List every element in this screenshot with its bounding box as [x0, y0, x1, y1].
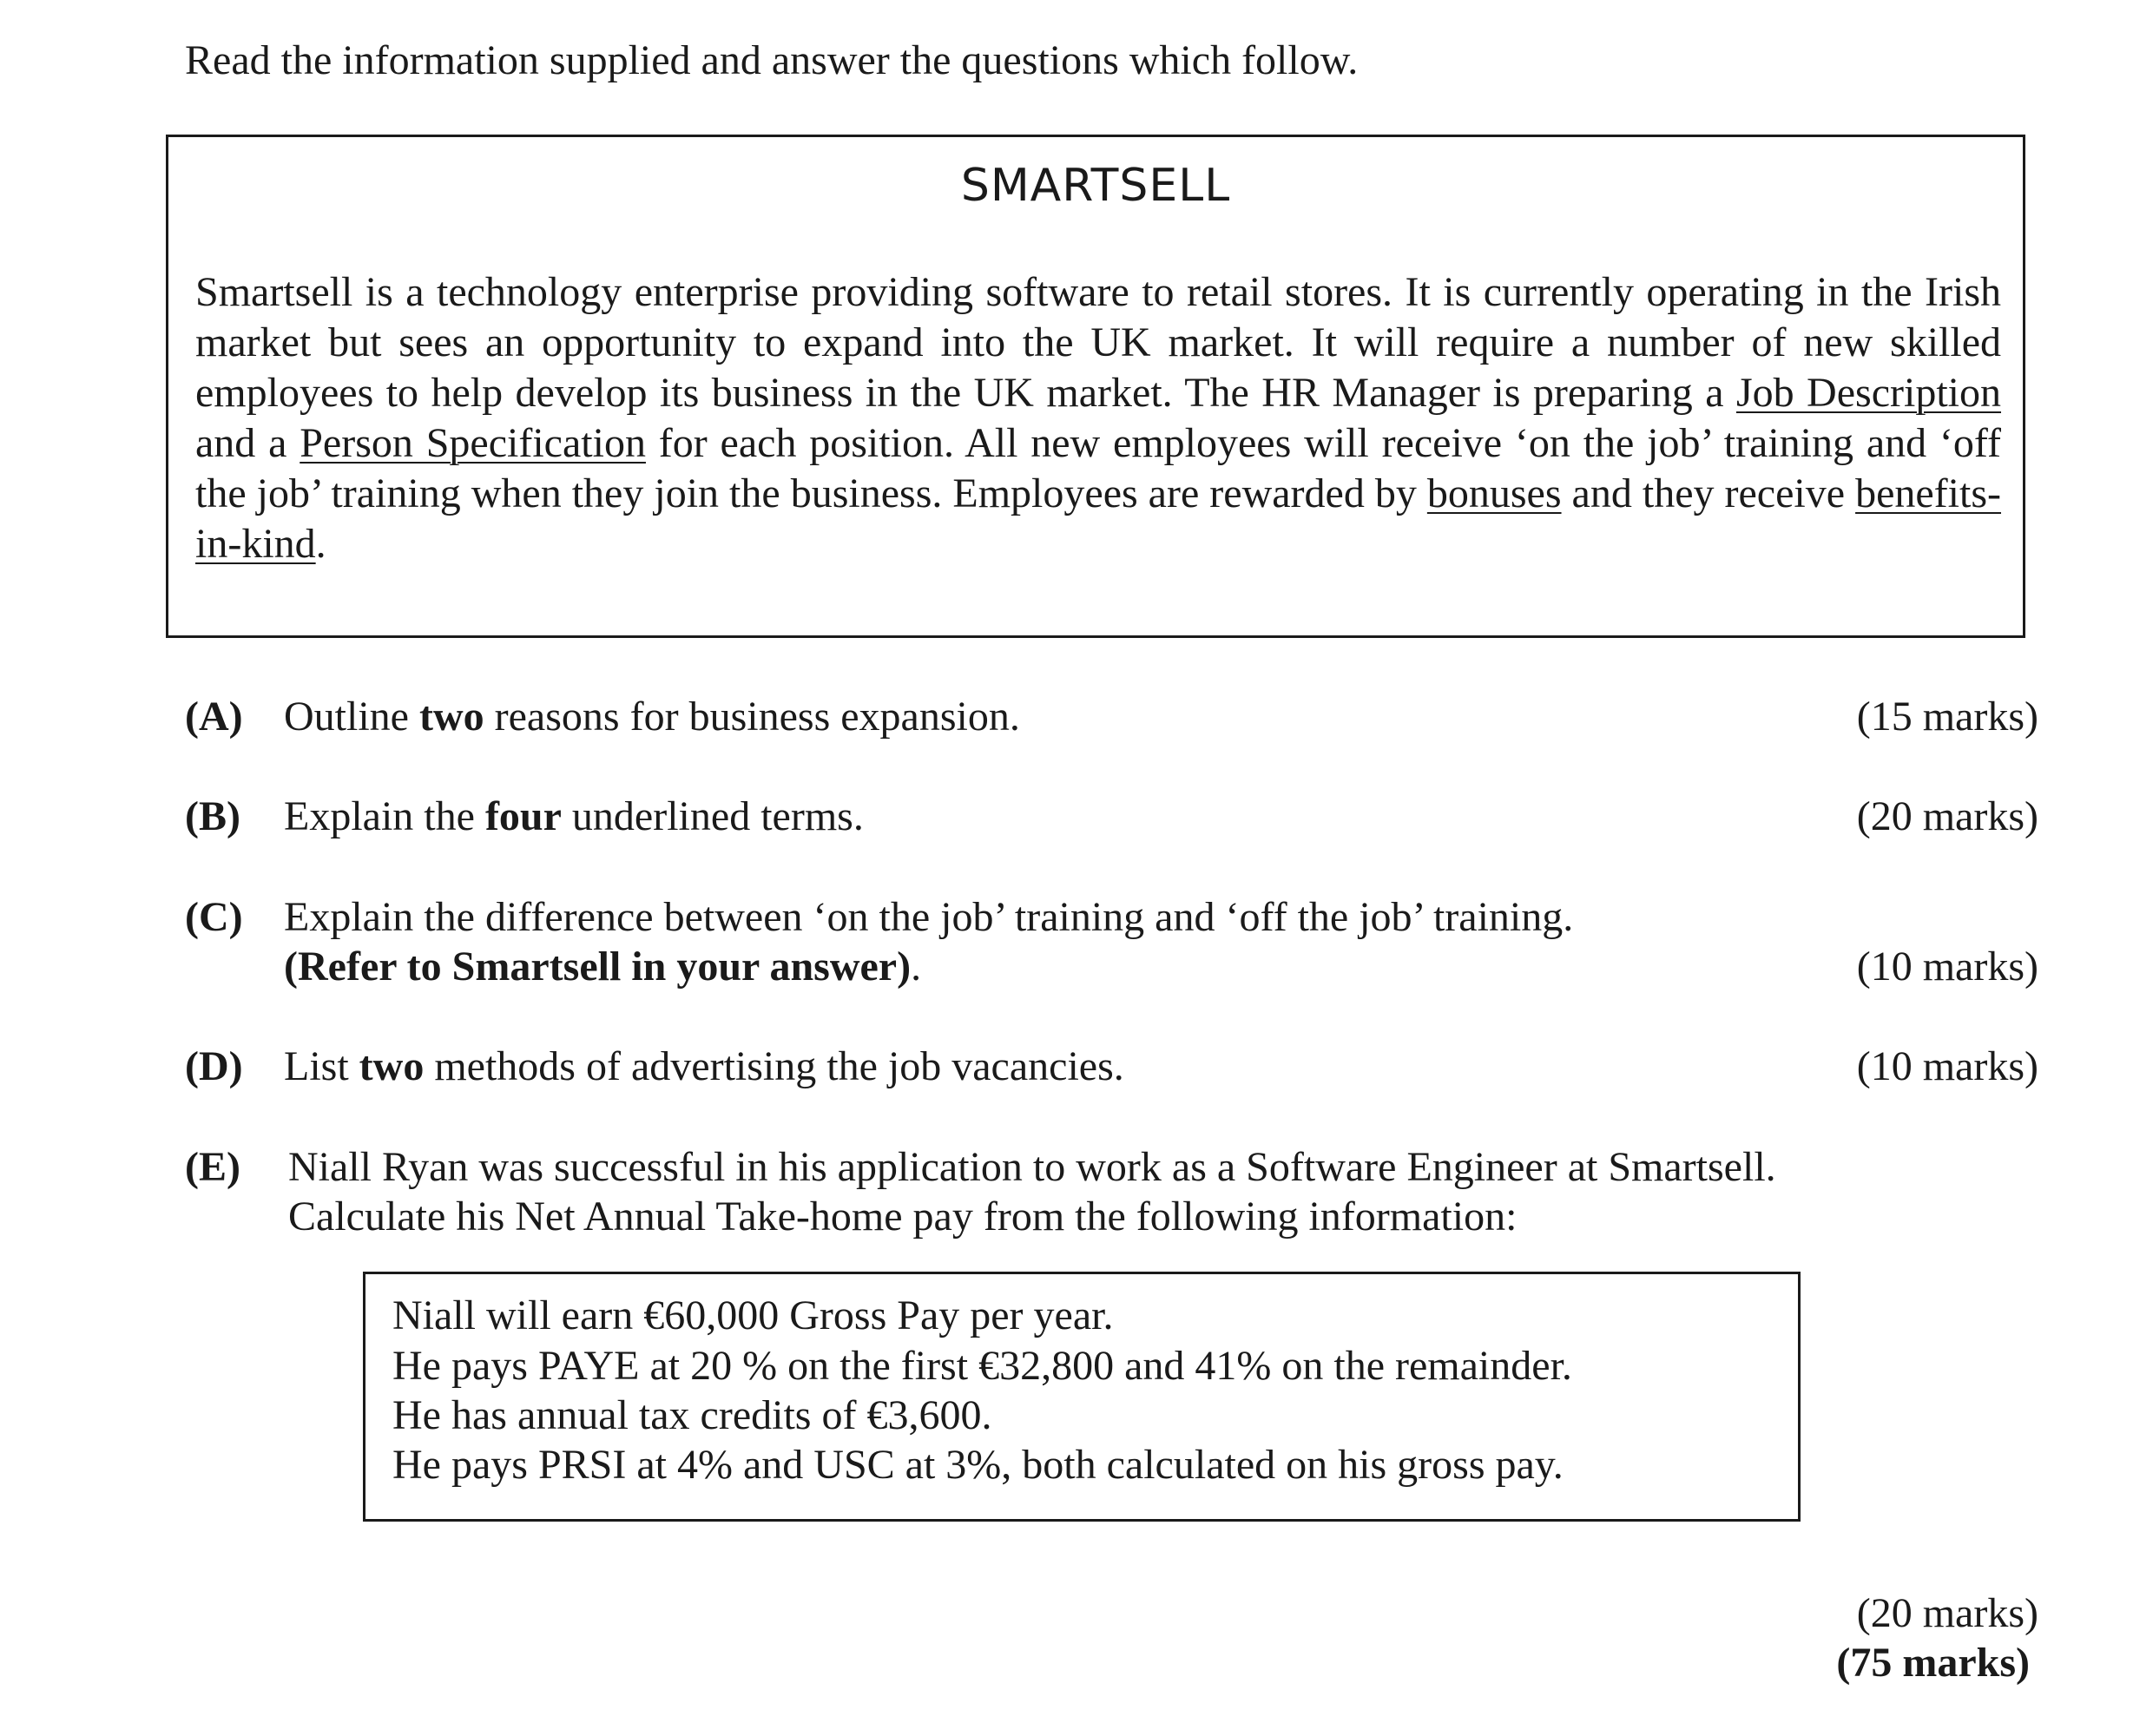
question-c-line2 — [284, 946, 921, 988]
case-study-box — [166, 135, 2025, 638]
case-text-part: . — [315, 521, 326, 567]
term-benefits-in-kind: benefits-in-kind — [195, 470, 2001, 567]
question-d-post: methods of advertising the job vacancies. — [424, 1043, 1124, 1089]
pay-info-line: He pays PAYE at 20 % on the first €32,800 and 41% on the remainder. — [392, 1343, 1572, 1389]
pay-info-line: Niall will earn €60,000 Gross Pay per year. — [392, 1292, 1114, 1338]
question-e-marks: (20 marks) — [1856, 1590, 2038, 1636]
question-d-bold: two — [359, 1043, 425, 1089]
question-a-text — [284, 696, 1020, 738]
question-d-letter: (D) — [185, 1043, 243, 1089]
question-b-bold: four — [484, 793, 562, 839]
question-d-text — [284, 1043, 1124, 1089]
question-a-letter: (A) — [185, 694, 243, 740]
case-text-part: and a — [195, 420, 300, 466]
question-a-marks: (15 marks) — [1856, 694, 2038, 740]
question-e-line1: Niall Ryan was successful in his application to work as a Software Engineer at Smartsell. — [288, 1144, 1776, 1190]
question-e-line2: Calculate his Net Annual Take-home pay from the following information: — [288, 1194, 1518, 1240]
question-c-letter: (C) — [185, 894, 243, 940]
question-c-line2-end: . — [911, 944, 922, 990]
case-study-title: SMARTSELL — [960, 160, 1231, 212]
term-person-specification: Person Specification — [300, 420, 646, 466]
question-b-pre: Explain the — [284, 793, 485, 839]
term-bonuses: bonuses — [1426, 470, 1562, 516]
pay-info-box — [363, 1272, 1801, 1522]
instructions: Read the information supplied and answer the questions which follow. — [185, 37, 1359, 83]
case-text-part: for each position. All new employees will receive ‘on the job’ training and ‘off the job’ training when they join the business. Employees are rewarded by — [195, 420, 2002, 516]
question-e-letter: (E) — [185, 1144, 240, 1190]
pay-info-line: He has annual tax credits of €3,600. — [392, 1392, 992, 1438]
total-marks: (75 marks) — [1836, 1640, 2030, 1686]
case-study-text — [195, 267, 2001, 569]
question-c-refer: (Refer to Smartsell in your answer) — [284, 944, 912, 990]
pay-info-line: He pays PRSI at 4% and USC at 3%, both calculated on his gross pay. — [392, 1442, 1564, 1488]
question-d-marks: (10 marks) — [1856, 1043, 2038, 1089]
case-text-part: and they receive — [1561, 470, 1856, 516]
case-text-part: Smartsell is a technology enterprise providing software to retail stores. It is currently operating in the Irish market but sees an opportunity to expand into the UK market. It will require a number of new skilled employees to help develop its business in the UK market. The HR Manager is preparing a — [195, 269, 2001, 416]
question-b-post: underlined terms. — [561, 793, 864, 839]
question-a-pre: Outline — [284, 694, 419, 740]
question-d-pre: List — [284, 1043, 359, 1089]
question-a-bold: two — [418, 694, 484, 740]
question-a-post: reasons for business expansion. — [484, 694, 1020, 740]
question-c-line1: Explain the difference between ‘on the job’ training and ‘off the job’ training. — [284, 894, 1574, 940]
question-b-letter: (B) — [185, 793, 240, 839]
question-b-text — [284, 793, 864, 839]
question-b-marks: (20 marks) — [1856, 793, 2038, 839]
term-job-description: Job Description — [1735, 370, 2001, 416]
question-c-marks: (10 marks) — [1856, 944, 2038, 990]
